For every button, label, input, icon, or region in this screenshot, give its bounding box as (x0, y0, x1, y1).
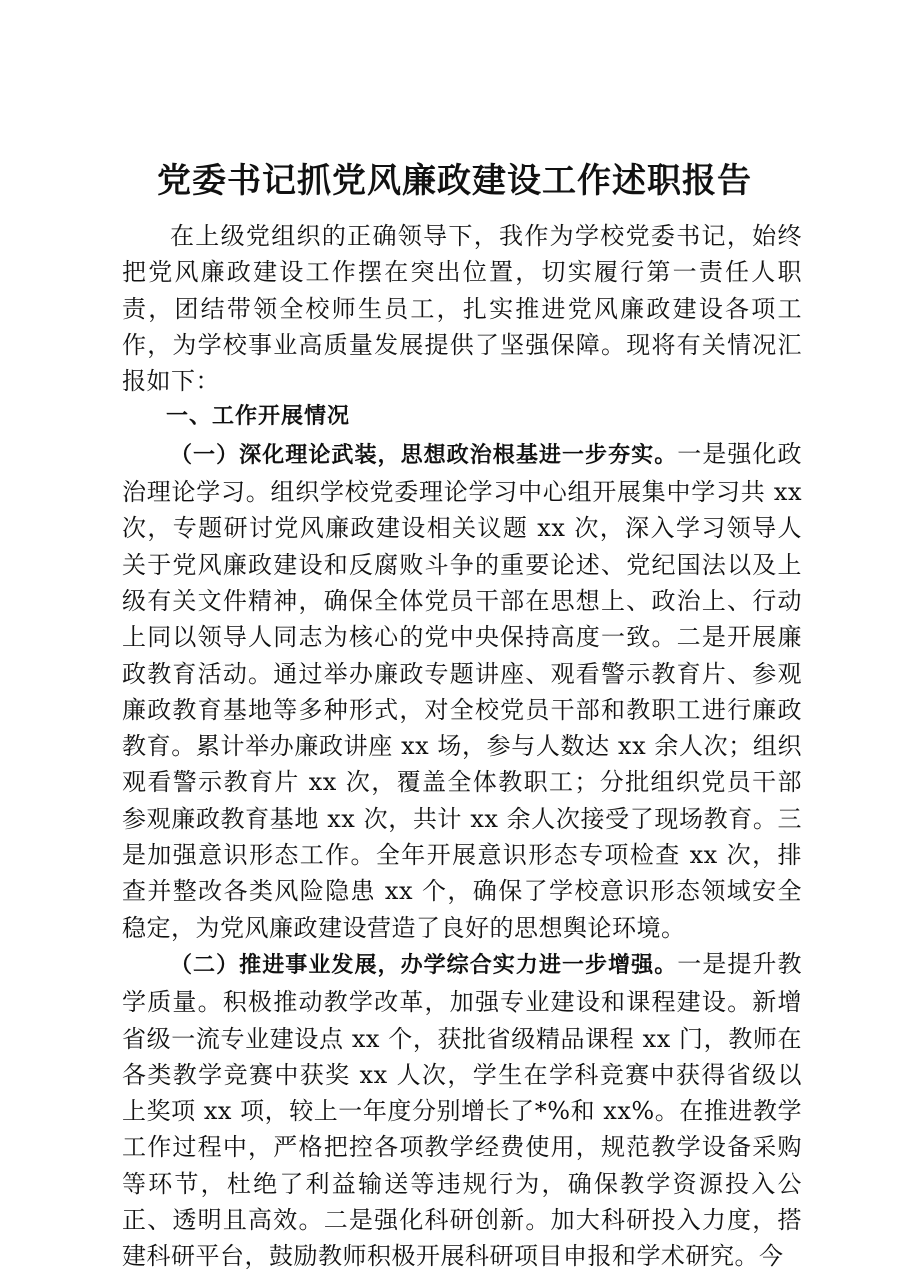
subheading-1: （一）深化理论武装，思想政治根基进一步夯实。 (170, 442, 678, 468)
paragraph-2-text: 一是提升教学质量。积极推动教学改革，加强专业建设和课程建设。新增省级一流专业建设点 xx 个，获批省级精品课程 xx 门，教师在各类教学竞赛中获奖 xx 人次，学生在学科竞赛中获得省级以上奖项 xx 项，较上一年度分别增长了*%和 xx%。在推进教学工作过程中，严格把控各项教学经费使用，规范教学设备采购等环节，杜绝了利益输送等违规行为，确保教学资源投入公正、透明且高效。二是强化科研创新。加大科研投入力度，搭建科研平台，鼓励教师积极开展科研项目申报和学术研究。今 (122, 949, 802, 1271)
section-paragraph-1 (122, 436, 802, 946)
document-body (122, 218, 802, 1275)
section-heading: 一、工作开展情况 (166, 404, 351, 430)
section-paragraph-2 (122, 946, 802, 1275)
paragraph-1-text: 一是强化政治理论学习。组织学校党委理论学习中心组开展集中学习共 xx 次，专题研讨党风廉政建设相关议题 xx 次，深入学习领导人关于党风廉政建设和反腐败斗争的重要论述、党纪国法以及上级有关文件精神，确保全体党员干部在思想上、政治上、行动上同以领导人同志为核心的党中央保持高度一致。二是开展廉政教育活动。通过举办廉政专题讲座、观看警示教育片、参观廉政教育基地等多种形式，对全校党员干部和教职工进行廉政教育。累计举办廉政讲座 xx 场，参与人数达 xx 余人次；组织观看警示教育片 xx 次，覆盖全体教职工；分批组织党员干部参观廉政教育基地 xx 次，共计 xx 余人次接受了现场教育。三是加强意识形态工作。全年开展意识形态专项检查 xx 次，排查并整改各类风险隐患 xx 个，确保了学校意识形态领域安全稳定，为党风廉政建设营造了良好的思想舆论环境。 (122, 439, 802, 942)
intro-paragraph: 在上级党组织的正确领导下，我作为学校党委书记，始终把党风廉政建设工作摆在突出位置，切实履行第一责任人职责，团结带领全校师生员工，扎实推进党风廉政建设各项工作，为学校事业高质量发展提供了坚强保障。现将有关情况汇报如下： (122, 222, 802, 396)
document-title: 党委书记抓党风廉政建设工作述职报告 (157, 161, 752, 201)
subheading-2: （二）推进事业发展，办学综合实力进一步增强。 (170, 952, 678, 978)
